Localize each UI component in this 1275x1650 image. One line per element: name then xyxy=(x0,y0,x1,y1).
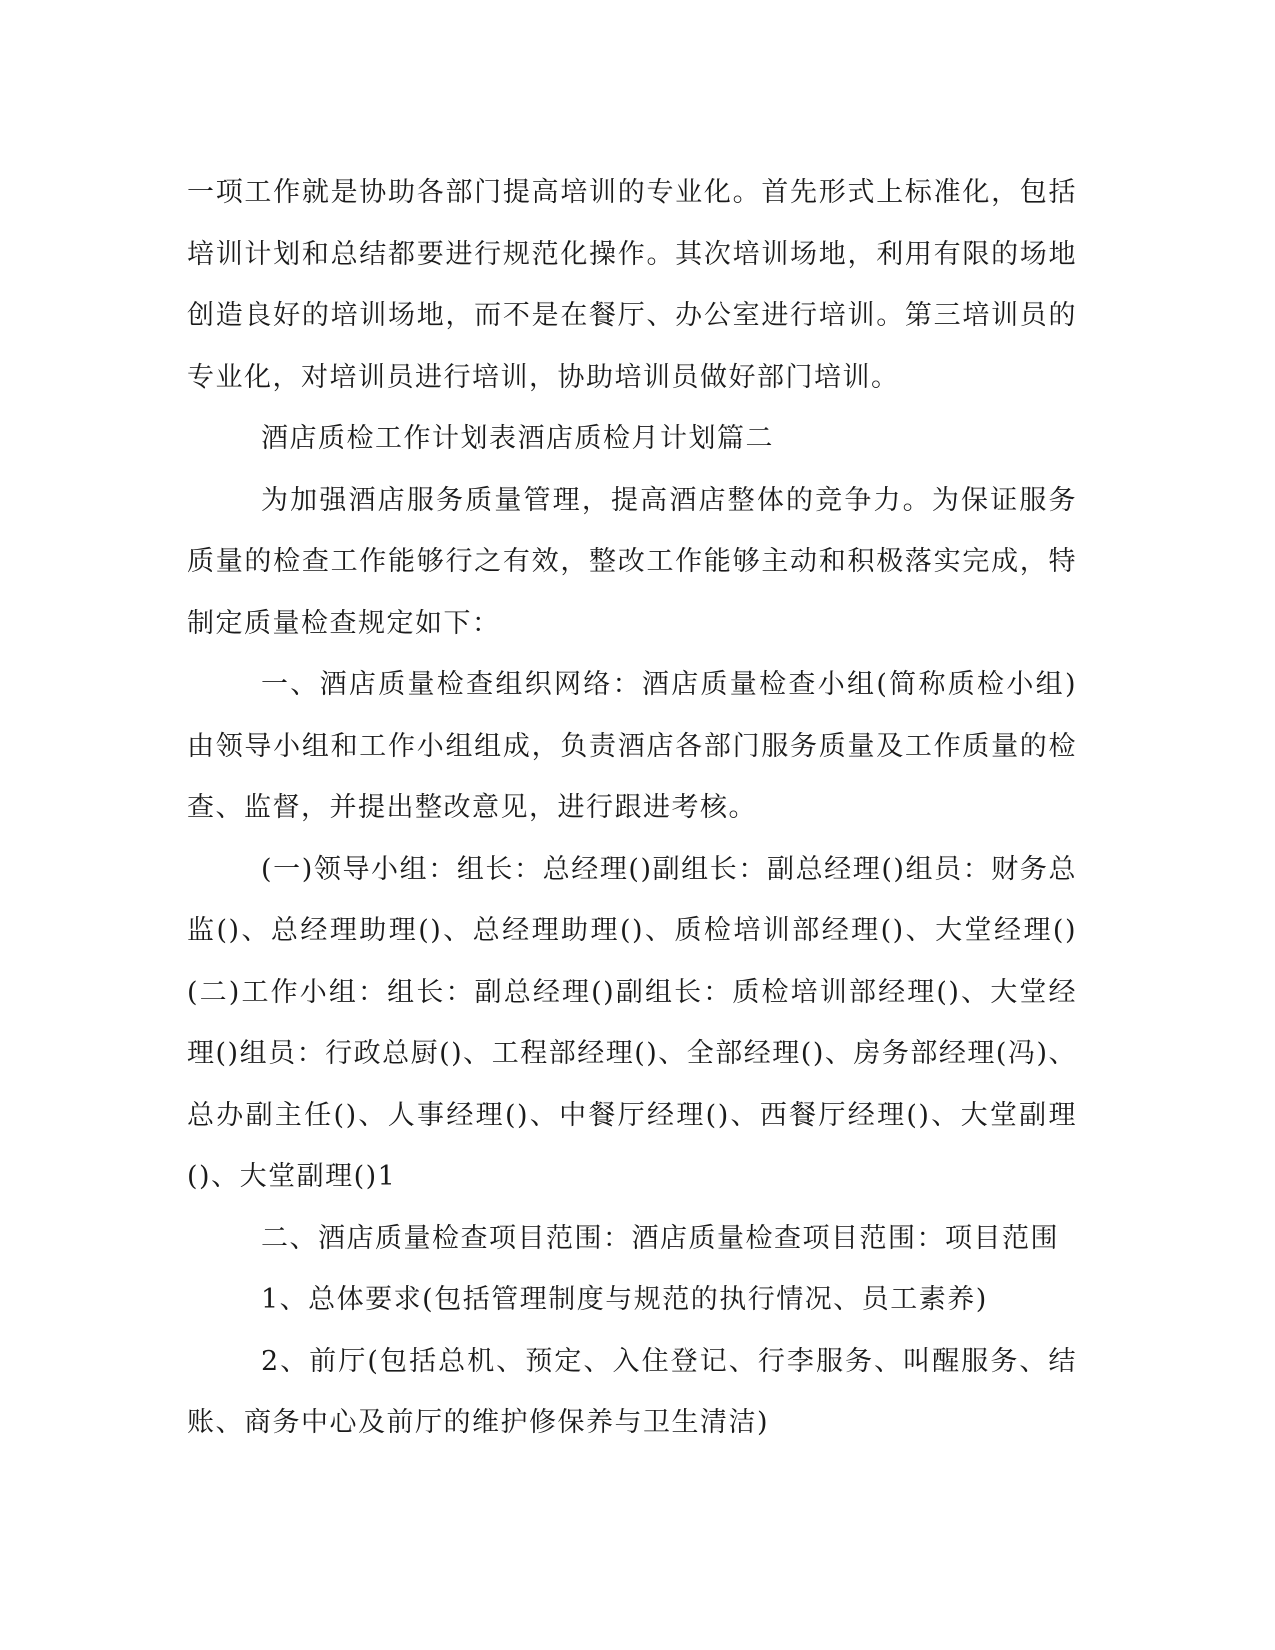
document-page xyxy=(187,162,1077,1454)
section-heading-part-two: 酒店质检工作计划表酒店质检月计划篇二 xyxy=(261,423,774,454)
paragraph-organization-network: 一、酒店质量检查组织网络：酒店质量检查小组(简称质检小组)由领导小组和工作小组组成，负责酒店各部门服务质量及工作质量的检查、监督，并提出整改意见，进行跟进考核。 xyxy=(187,669,1077,823)
paragraph-inspection-scope: 二、酒店质量检查项目范围：酒店质量检查项目范围：项目范围 xyxy=(261,1222,1059,1254)
paragraph-groups-members: (一)领导小组：组长：总经理()副组长：副总经理()组员：财务总监()、总经理助理()、总经理助理()、质检培训部经理()、大堂经理()(二)工作小组：组长：副总经理()副组长：质检培训部经理()、大堂经理()组员：行政总厨()、工程部经理()、全部经理()、房务部经理(冯)、总办副主任()、人事经理()、中餐厅经理()、西餐厅经理()、大堂副理()、大堂副理()1 xyxy=(187,853,1077,1192)
paragraph-intro: 为加强酒店服务质量管理，提高酒店整体的竞争力。为保证服务质量的检查工作能够行之有效，整改工作能够主动和积极落实完成，特制定质量检查规定如下： xyxy=(187,484,1077,639)
paragraph-training-professionalization: 一项工作就是协助各部门提高培训的专业化。首先形式上标准化，包括培训计划和总结都要进行规范化操作。其次培训场地，利用有限的场地创造良好的培训场地，而不是在餐厅、办公室进行培训。第三培训员的专业化，对培训员进行培训，协助培训员做好部门培训。 xyxy=(187,177,1077,393)
list-item-front-office: 2、前厅(包括总机、预定、入住登记、行李服务、叫醒服务、结账、商务中心及前厅的维护修保养与卫生清洁) xyxy=(187,1345,1077,1438)
list-item-general-requirements: 1、总体要求(包括管理制度与规范的执行情况、员工素养) xyxy=(261,1284,988,1315)
